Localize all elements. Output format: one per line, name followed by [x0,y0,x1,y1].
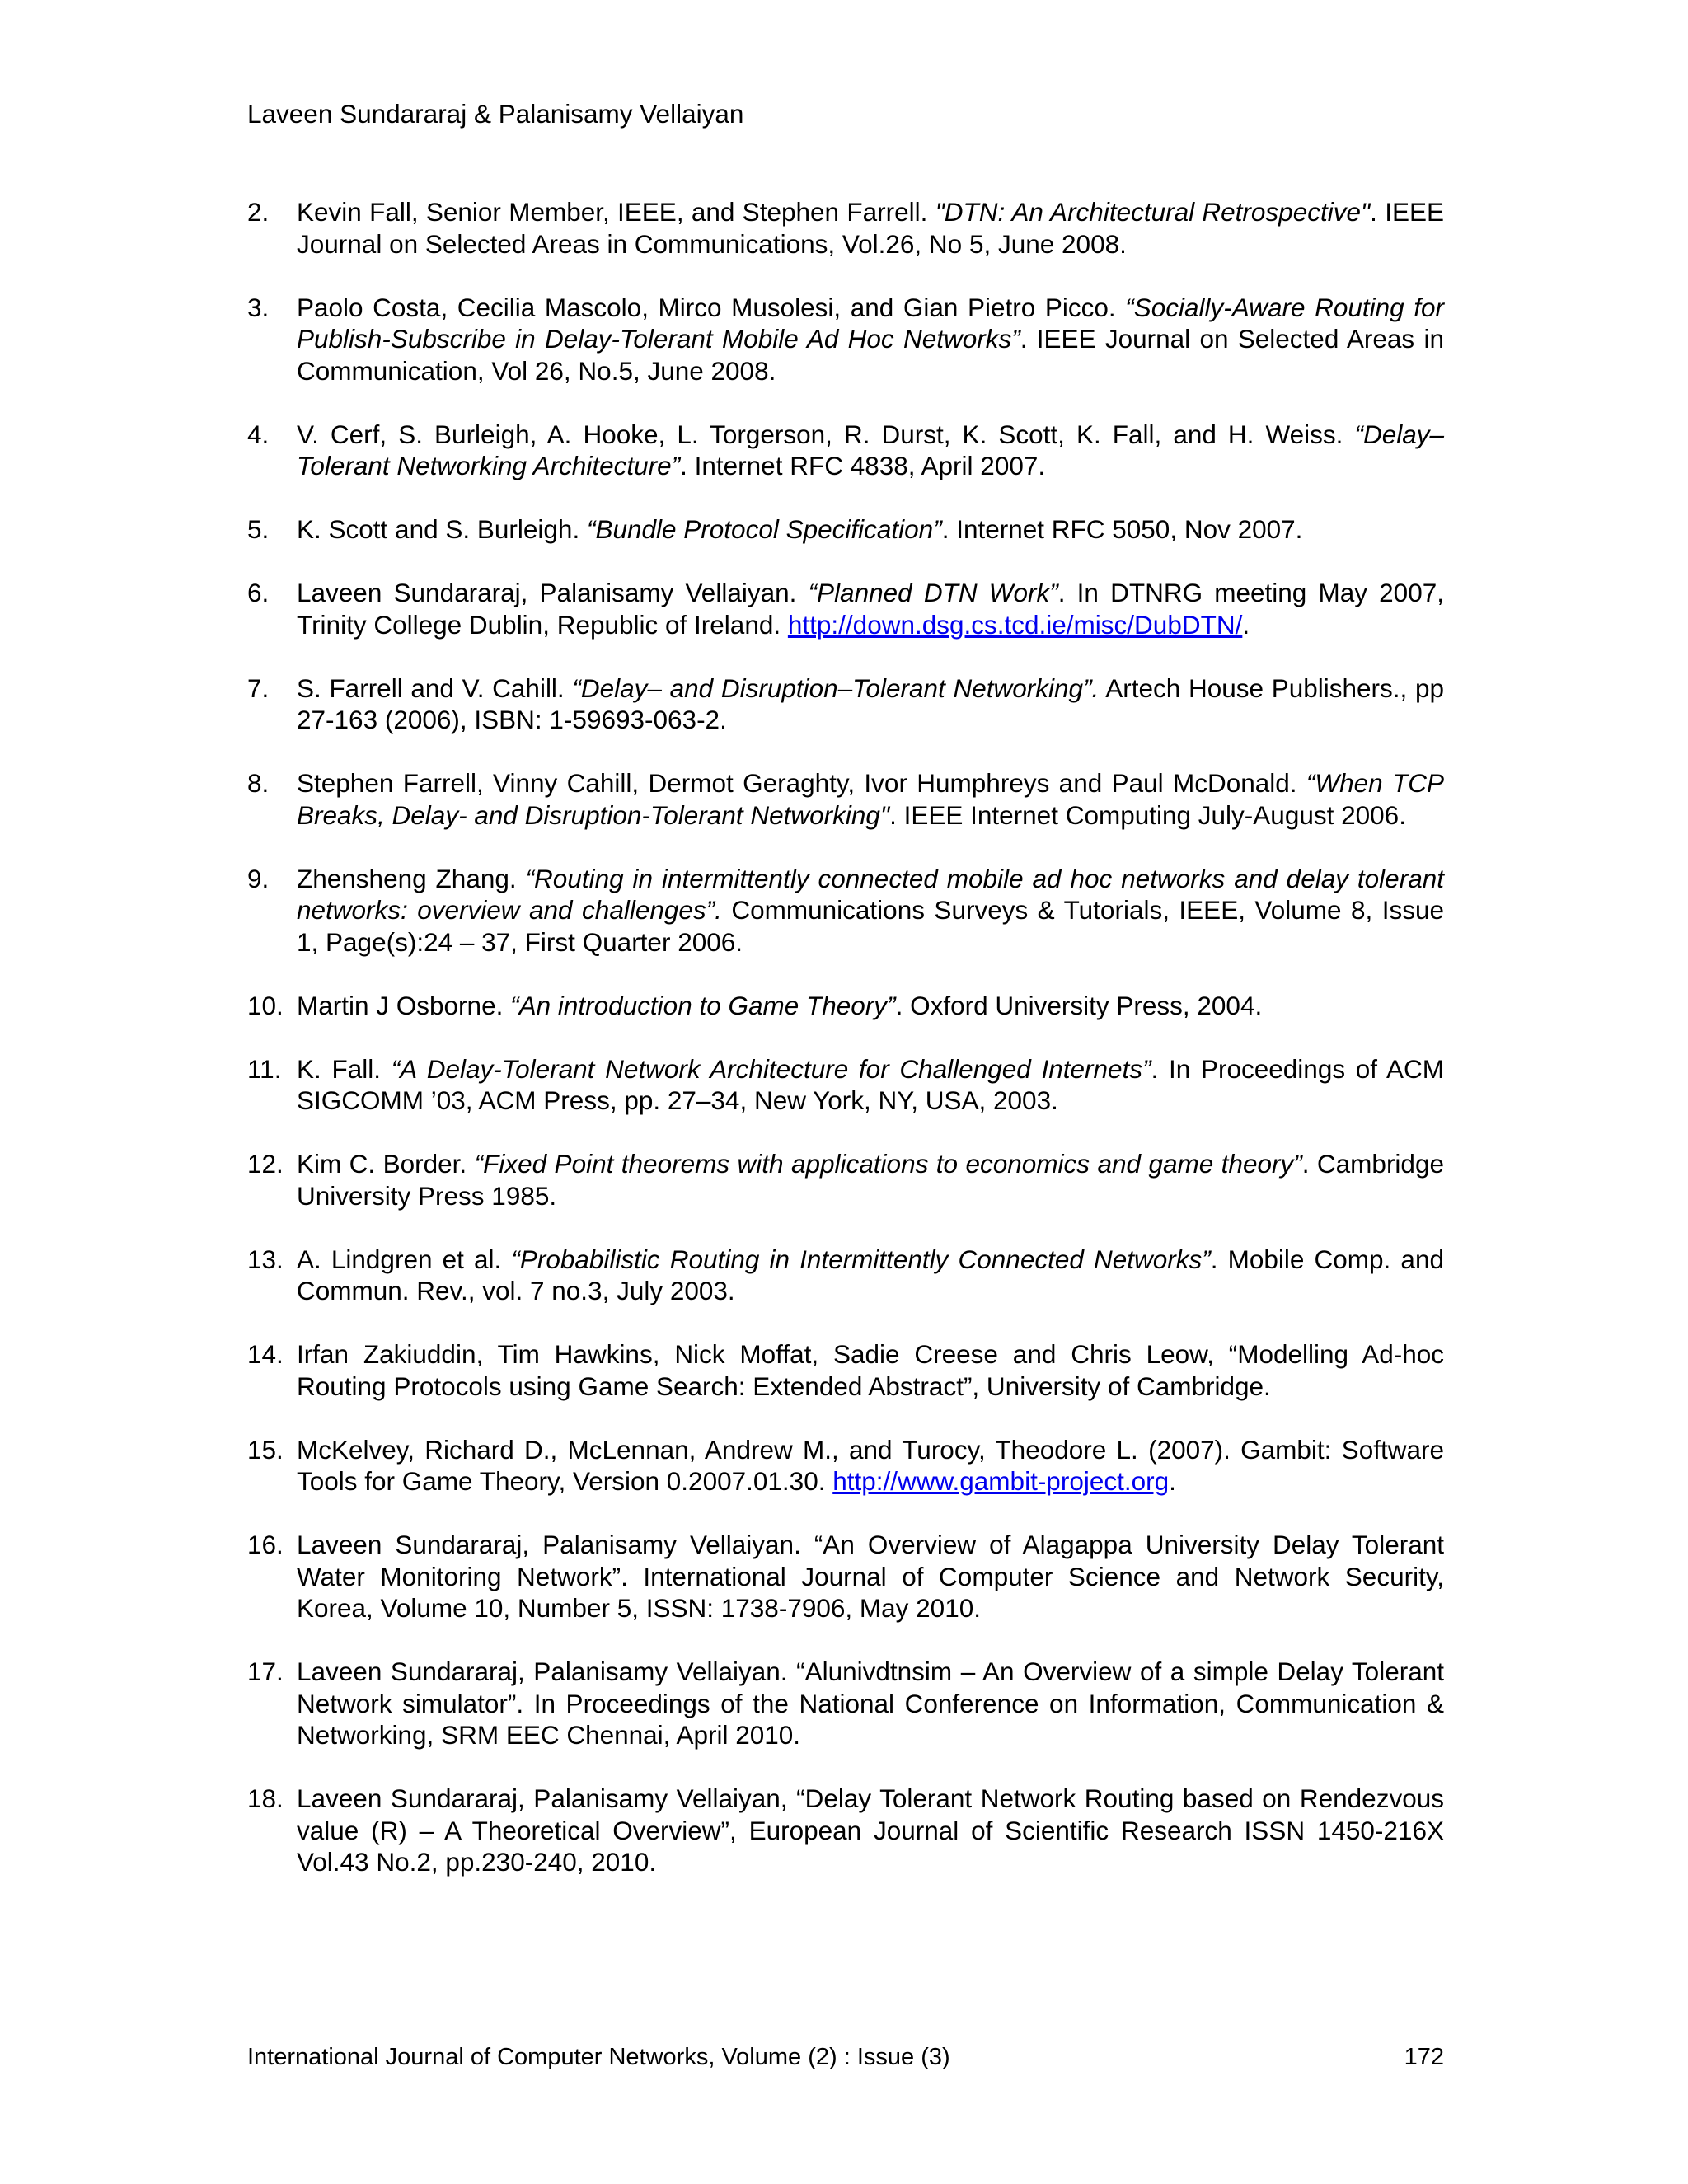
reference-trailing-punctuation: . [1242,609,1250,640]
reference-authors: McKelvey, Richard D., McLennan, Andrew M., and Turocy, Theodore L. (2007). Gambit: Software Tools for Game Theory, Version 0.2007.01.30. [297,1434,1444,1496]
reference-authors: Stephen Farrell, Vinny Cahill, Dermot Geraghty, Ivor Humphreys and Paul McDonald. [297,768,1306,798]
reference-item [247,1244,1444,1307]
reference-item [247,673,1444,736]
reference-details: . In DTNRG meeting May 2007, Trinity College Dublin, Republic of Ireland. [297,578,1444,640]
reference-title: “A Delay-Tolerant Network Architecture for Challenged Internets” [391,1053,1151,1084]
reference-authors: A. Lindgren et al. [297,1244,512,1274]
reference-authors: Laveen Sundararaj, Palanisamy Vellaiyan. “Alunivdtnsim – An Overview of a simple Delay Tolerant Network simulator”. In Proceedings of the National Conference on Information, Communication & Networking, SRM EEC Chennai, April 2010. [297,1657,1444,1750]
reference-number: 11. [247,1053,282,1084]
reference-authors: Zhensheng Zhang. [297,863,526,893]
reference-number: 5. [247,514,270,544]
reference-item [247,1053,1444,1117]
reference-item [247,513,1444,546]
reference-text [297,990,1444,1022]
running-head: Laveen Sundararaj & Palanisamy Vellaiyan [247,99,744,129]
reference-title: “Bundle Protocol Specification” [586,514,942,544]
reference-item [247,863,1444,958]
reference-text [297,863,1444,958]
reference-number: 10. [247,990,284,1020]
reference-authors: K. Fall. [297,1053,392,1084]
reference-details: . Cambridge University Press 1985. [297,1149,1444,1211]
reference-text [297,419,1444,482]
reference-details: . IEEE Internet Computing July-August 2006. [889,799,1406,830]
reference-number: 7. [247,673,270,703]
reference-details: . IEEE Journal on Selected Areas in Communication, Vol 26, No.5, June 2008. [297,324,1444,386]
reference-details: Communications Surveys & Tutorials, IEEE, Volume 8, Issue 1, Page(s):24 – 37, First Quarter 2006. [297,895,1444,957]
reference-text [297,767,1444,831]
reference-item [247,419,1444,482]
reference-number: 13. [247,1244,284,1274]
reference-text [297,196,1444,260]
reference-details: . Oxford University Press, 2004. [895,990,1263,1020]
reference-number: 4. [247,419,270,449]
reference-item [247,1529,1444,1624]
reference-authors: Martin J Osborne. [297,990,511,1020]
reference-text [297,513,1444,546]
reference-text [297,292,1444,387]
page-number: 172 [1404,2044,1444,2070]
reference-details: . Mobile Comp. and Commun. Rev., vol. 7 no.3, July 2003. [297,1244,1444,1305]
reference-authors: Kim C. Border. [297,1149,475,1179]
reference-details: . In Proceedings of ACM SIGCOMM ’03, ACM Press, pp. 27–34, New York, NY, USA, 2003. [297,1053,1445,1115]
reference-text [297,1244,1444,1307]
reference-text [297,1434,1444,1497]
reference-number: 2. [247,197,270,227]
reference-text [297,1783,1444,1878]
reference-title: “Fixed Point theorems with applications to economics and game theory” [474,1149,1302,1179]
reference-number: 6. [247,578,270,607]
reference-authors: Laveen Sundararaj, Palanisamy Vellaiyan. [297,578,809,607]
reference-number: 15. [247,1434,284,1465]
reference-item [247,1783,1444,1878]
reference-number: 16. [247,1530,284,1559]
reference-title: “An introduction to Game Theory” [510,990,896,1020]
reference-text [297,1338,1444,1402]
reference-text [297,1053,1444,1117]
reference-authors: Kevin Fall, Senior Member, IEEE, and Stephen Farrell. [297,197,935,227]
reference-link[interactable]: http://down.dsg.cs.tcd.ie/misc/DubDTN/ [787,609,1243,640]
reference-authors: K. Scott and S. Burleigh. [297,514,587,544]
reference-authors: Laveen Sundararaj, Palanisamy Vellaiyan. “An Overview of Alagappa University Delay Tolerant Water Monitoring Network”. International Journal of Computer Science and Network Security, Korea, Volume 10, Number 5, ISSN: 1738-7906, May 2010. [297,1530,1444,1623]
reference-item [247,1656,1444,1751]
reference-text [297,1656,1444,1751]
reference-item [247,990,1444,1022]
reference-item [247,577,1444,640]
reference-number: 18. [247,1783,284,1813]
reference-number: 9. [247,863,270,893]
page-footer [247,2042,1444,2072]
reference-authors: S. Farrell and V. Cahill. [297,673,573,703]
reference-item [247,1148,1444,1212]
reference-item [247,1434,1444,1497]
reference-authors: Laveen Sundararaj, Palanisamy Vellaiyan, “Delay Tolerant Network Routing based on Rendezvous value (R) – A Theoretical Overview”, European Journal of Scientific Research ISSN 1450-216X Vol.43 No.2, pp.230-240, 2010. [297,1783,1444,1877]
reference-number: 17. [247,1657,284,1686]
reference-text [297,1148,1444,1212]
reference-details: . IEEE Journal on Selected Areas in Communications, Vol.26, No 5, June 2008. [297,197,1444,259]
reference-text [297,1529,1444,1624]
reference-details: . Internet RFC 5050, Nov 2007. [941,514,1303,544]
reference-title: “When TCP Breaks, Delay- and Disruption-Tolerant Networking" [297,768,1444,830]
reference-title: “Socially-Aware Routing for Publish-Subscribe in Delay-Tolerant Mobile Ad Hoc Networks” [297,292,1444,354]
reference-title: “Delay– and Disruption–Tolerant Networking”. [572,673,1100,703]
reference-authors: V. Cerf, S. Burleigh, A. Hooke, L. Torgerson, R. Durst, K. Scott, K. Fall, and H. Weiss. [297,419,1355,449]
reference-list [247,196,1444,1910]
reference-trailing-punctuation: . [1169,1466,1176,1496]
reference-details: . Internet RFC 4838, April 2007. [680,451,1046,480]
reference-number: 12. [247,1149,284,1179]
reference-authors: Paolo Costa, Cecilia Mascolo, Mirco Musolesi, and Gian Pietro Picco. [297,292,1126,322]
reference-text [297,673,1444,736]
reference-details: Artech House Publishers., pp 27-163 (2006), ISBN: 1-59693-063-2. [297,673,1444,734]
reference-link[interactable]: http://www.gambit-project.org [832,1466,1170,1496]
footer-journal: International Journal of Computer Networks, Volume (2) : Issue (3) [247,2044,950,2070]
reference-item [247,292,1444,387]
reference-title: “Routing in intermittently connected mobile ad hoc networks and delay tolerant networks: overview and challenges”. [297,863,1444,925]
reference-number: 14. [247,1339,284,1369]
reference-item [247,196,1444,260]
reference-number: 8. [247,768,270,798]
reference-title: "DTN: An Architectural Retrospective" [935,197,1371,227]
reference-text [297,577,1444,640]
reference-title: “Delay–Tolerant Networking Architecture” [297,419,1444,480]
reference-title: “Probabilistic Routing in Intermittently Connected Networks” [511,1244,1211,1274]
reference-title: “Planned DTN Work” [808,578,1058,607]
reference-authors: Irfan Zakiuddin, Tim Hawkins, Nick Moffat, Sadie Creese and Chris Leow, “Modelling Ad-hoc Routing Protocols using Game Search: Extended Abstract”, University of Cambridge. [297,1339,1444,1401]
reference-number: 3. [247,292,270,322]
reference-item [247,767,1444,831]
reference-item [247,1338,1444,1402]
